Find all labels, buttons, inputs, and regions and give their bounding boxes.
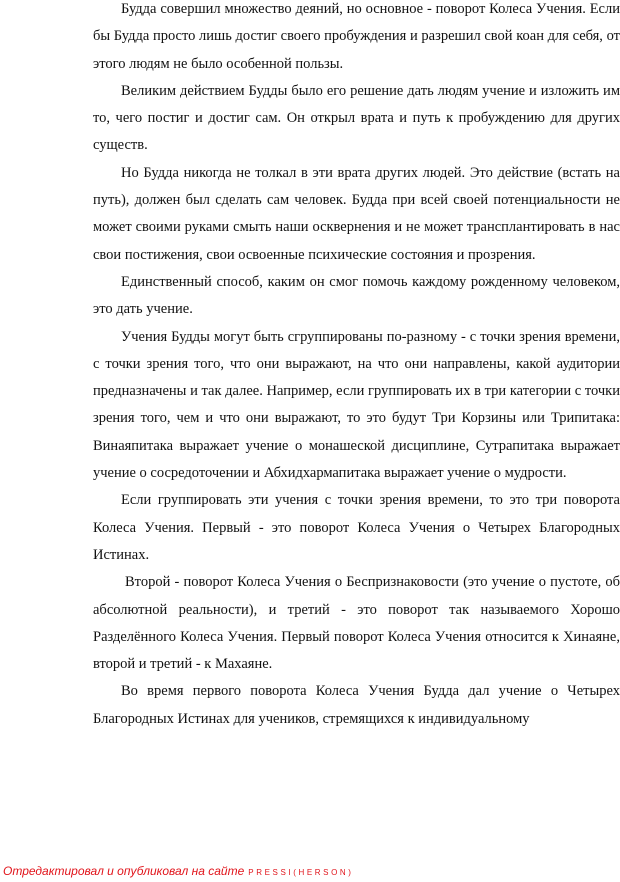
paragraph: Второй - поворот Колеса Учения о Беспризнаковости (это учение о пустоте, об абсолютной реальности), и третий - это поворот так называемого Хорошо Разделённого Колеса Учения. Первый поворот Колеса Учения относится к Хинаяне, второй и третий - к Махаяне. [93,574,620,673]
footer-credit-text: Отредактировал и опубликовал на сайте [3,864,245,878]
paragraph: Великим действием Будды было его решение дать людям учение и изложить им то, чего постиг и достиг сам. Он открыл врата и путь к пробуждению для других существ. [93,82,620,154]
paragraph: Но Будда никогда не толкал в эти врата других людей. Это действие (встать на путь), должен был сделать сам человек. Будда при всей своей потенциальности не может своими руками смыть наши осквернения и не может трансплантировать в нас свои постижения, свои освоенные психические состояния и прозрения. [93,164,620,263]
paragraph: Учения Будды могут быть сгруппированы по-разному - с точки зрения времени, с точки зрения того, что они выражают, на что они направлены, какой аудитории предназначены и так далее. Например, если группировать их в три категории с точки зрения того, чем и что они выражают, то это будут Три Корзины или Трипитака: Винаяпитака выражает учение о монашеской дисциплине, Сутрапитака выражает учение о сосредоточении и Абхидхармапитака выражает учение о мудрости. [93,328,620,482]
paragraph: Во время первого поворота Колеса Учения Будда дал учение о Четырех Благородных Истинах для учеников, стремящихся к индивидуальному [93,683,620,727]
document-page [93,0,620,860]
paragraph: Будда совершил множество деяний, но основное - поворот Колеса Учения. Если бы Будда просто лишь достиг своего пробуждения и разрешил свой коан для себя, от этого людям не было особенной пользы. [93,1,620,72]
paragraph: Единственный способ, каким он смог помочь каждому рожденному человеком, это дать учение. [93,273,620,318]
footer-site-link[interactable]: PRESSI(HERSON) [248,868,354,877]
footer-credit [3,864,354,880]
paragraph: Если группировать эти учения с точки зрения времени, то это три поворота Колеса Учения. Первый - это поворот Колеса Учения о Четырех Благородных Истинах. [93,492,620,563]
